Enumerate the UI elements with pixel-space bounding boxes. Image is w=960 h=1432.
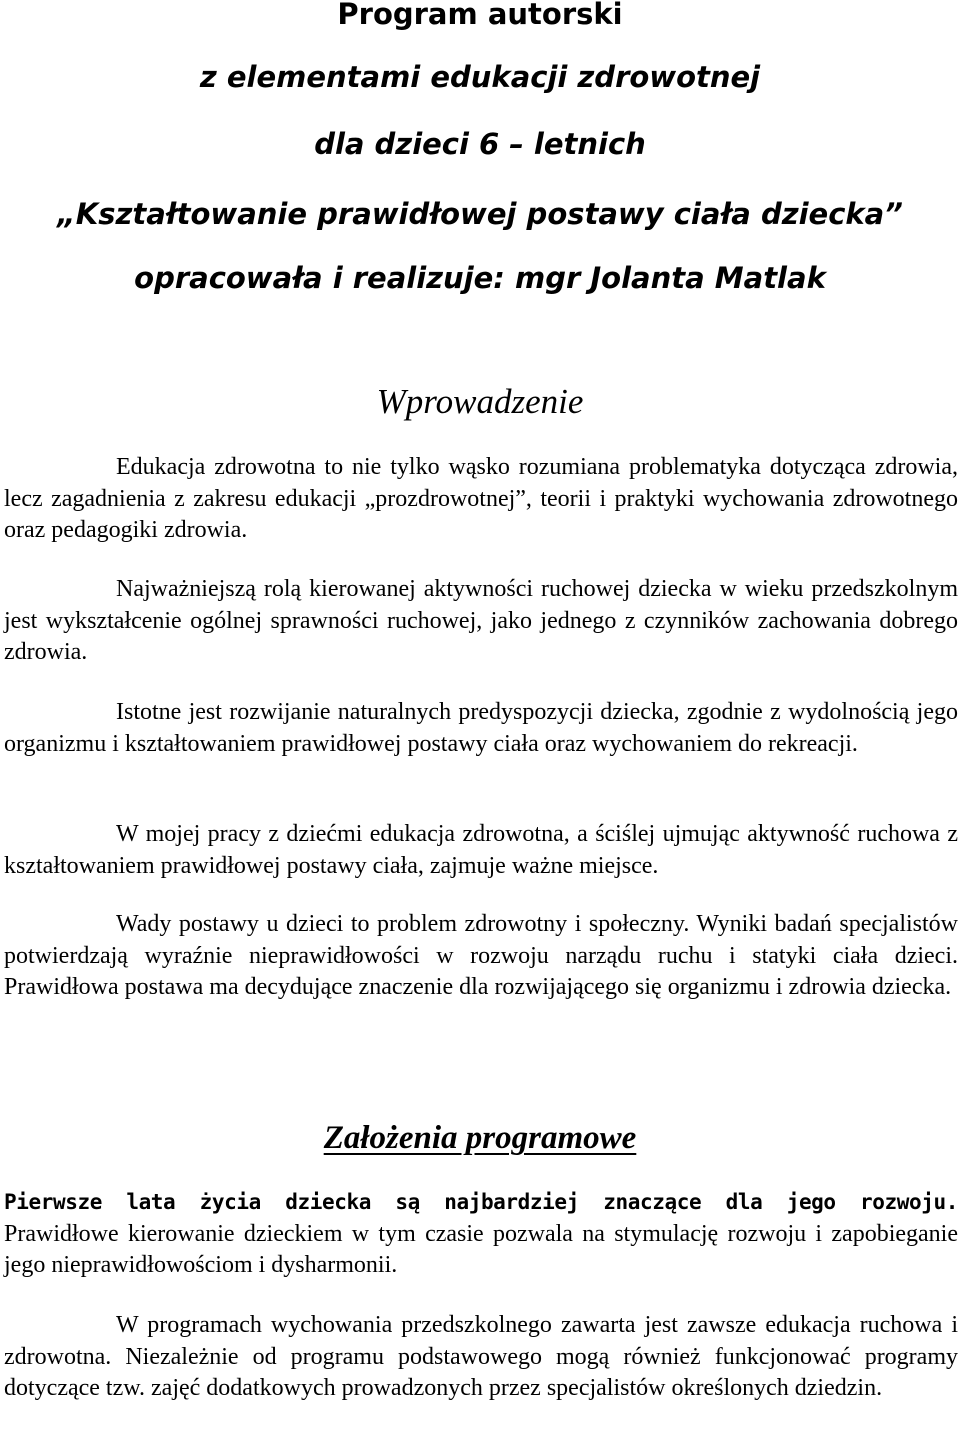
introduction-paragraph: W mojej pracy z dziećmi edukacja zdrowotna, a ściślej ujmując aktywność ruchowa z kształtowaniem prawidłowej postawy ciała, zajmuje ważne miejsce. — [4, 821, 958, 879]
assumptions-lead-rest: Prawidłowe kierowanie dzieckiem w tym czasie pozwala na stymulację rozwoju i zapobieganie jego nieprawidłowościom i dysharmonii. — [4, 1220, 958, 1278]
target-age-line: dla dzieci 6 – letnich — [314, 127, 646, 161]
assumptions-paragraph: W programach wychowania przedszkolnego zawarta jest zawsze edukacja ruchowa i zdrowotna. Niezależnie od programu podstawowego mogą również funkcjonować programy dotyczące tzw. zajęć dodatkowych prowadzonych przez specjalistów określonych dziedzin. — [4, 1312, 958, 1401]
introduction-paragraph: Edukacja zdrowotna to nie tylko wąsko rozumiana problematyka dotycząca zdrowia, lecz zagadnienia z zakresu edukacji „prozdrowotnej”, teorii i praktyki wychowania zdrowotnego oraz pedagogiki zdrowia. — [4, 454, 958, 543]
document-title: Program autorski — [337, 0, 623, 31]
assumptions-lead-bold: Pierwsze lata życia dziecka są najbardziej znaczące dla jego rozwoju. — [4, 1190, 958, 1214]
introduction-heading: Wprowadzenie — [376, 382, 584, 421]
assumptions-lead-paragraph — [4, 1187, 958, 1282]
introduction-paragraph: Najważniejszą rolą kierowanej aktywności ruchowej dziecka w wieku przedszkolnym jest wykształcenie ogólnej sprawności ruchowej, jako jednego z czynników zachowania dobrego zdrowia. — [4, 576, 958, 665]
program-name: „Kształtowanie prawidłowej postawy ciała dziecka” — [57, 197, 903, 231]
program-assumptions-heading: Założenia programowe — [323, 1120, 637, 1156]
author-line: opracowała i realizuje: mgr Jolanta Matlak — [134, 261, 826, 295]
introduction-paragraph: Istotne jest rozwijanie naturalnych predyspozycji dziecka, zgodnie z wydolnością jego organizmu i kształtowaniem prawidłowej postawy ciała oraz wychowaniem do rekreacji. — [4, 699, 958, 757]
introduction-paragraph: Wady postawy u dzieci to problem zdrowotny i społeczny. Wyniki badań specjalistów potwierdzają wyraźnie nieprawidłowości w rozwoju narządu ruchu i statyki ciała dzieci. Prawidłowa postawa ma decydujące znaczenie dla rozwijającego się organizmu i zdrowia dziecka. — [4, 911, 958, 1000]
document-subtitle: z elementami edukacji zdrowotnej — [199, 60, 761, 94]
